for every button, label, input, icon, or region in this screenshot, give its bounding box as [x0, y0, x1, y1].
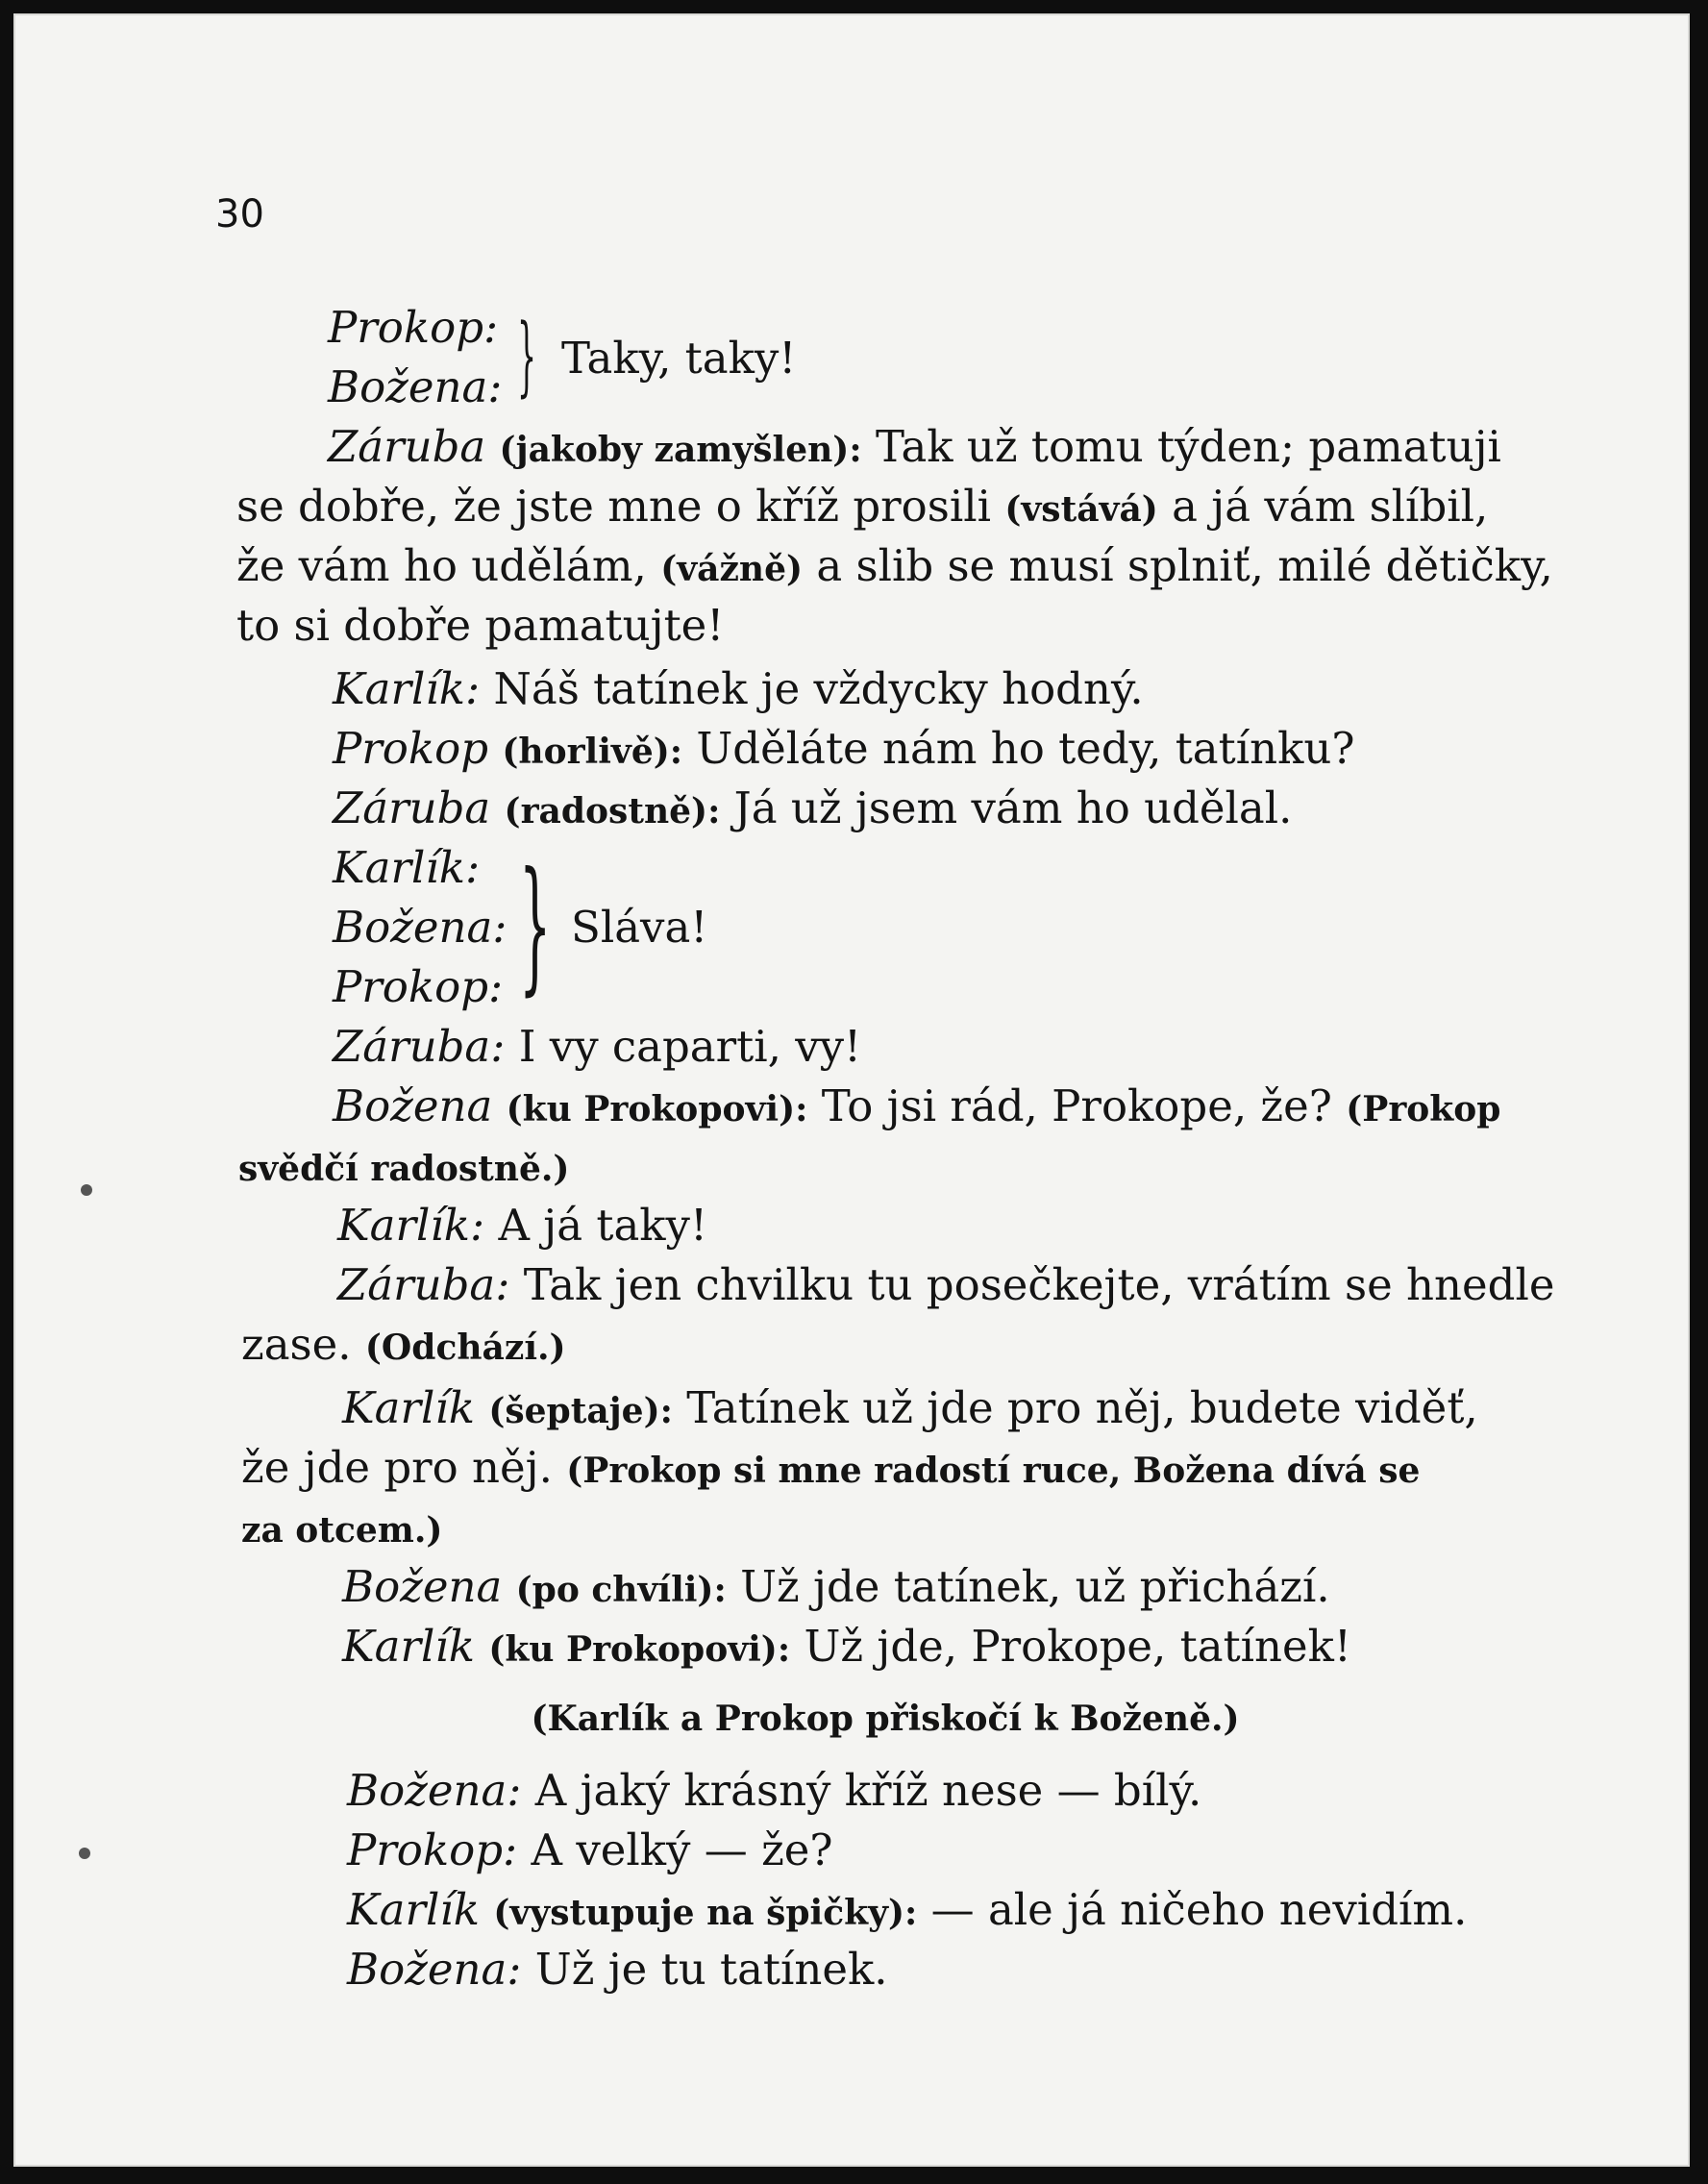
dialogue-line: Prokop (horlivě): Uděláte nám ho tedy, tatínku? — [333, 723, 1355, 774]
dialogue-line: že jde pro něj. (Prokop si mne radostí ruce, Božena dívá se — [241, 1442, 1421, 1493]
dialogue-line: za otcem.) — [241, 1510, 443, 1551]
dialogue-line: Božena: — [328, 361, 503, 412]
brace-text: Sláva! — [571, 902, 708, 953]
dialogue-line: Prokop: — [333, 961, 504, 1012]
book-page — [13, 13, 1690, 2167]
dialogue-line: že vám ho udělám, (vážně) a slib se musí splniť, milé dětičky, — [236, 540, 1553, 591]
brace-text: Taky, taky! — [561, 333, 797, 384]
dialogue-line: Božena (ku Prokopovi): To jsi rád, Prokope, že? (Prokop — [333, 1080, 1501, 1131]
dialogue-line: Božena: A jaký krásný kříž nese — bílý. — [347, 1765, 1202, 1816]
dialogue-line: Prokop: A velký — že? — [347, 1824, 833, 1875]
dialogue-line: svědčí radostně.) — [238, 1149, 570, 1189]
dialogue-line: Karlík: — [333, 842, 481, 893]
brace-icon: } — [517, 306, 537, 407]
dialogue-line: Záruba: Tak jen chvilku tu posečkejte, vrátím se hnedle — [337, 1259, 1555, 1310]
dialogue-line: Božena: Už je tu tatínek. — [347, 1944, 888, 1995]
dialogue-line: Prokop: — [328, 302, 499, 353]
scan-speck — [79, 1848, 90, 1859]
dialogue-line: Záruba (radostně): Já už jsem vám ho udělal. — [333, 782, 1293, 833]
dialogue-line: zase. (Odchází.) — [241, 1319, 566, 1370]
scan-speck — [81, 1184, 92, 1196]
brace-icon: } — [519, 842, 552, 1009]
page-number: 30 — [215, 192, 264, 236]
dialogue-line: Záruba: I vy caparti, vy! — [333, 1021, 862, 1072]
dialogue-line: Karlík: Náš tatínek je vždycky hodný. — [333, 663, 1144, 714]
dialogue-line: Karlík: A já taky! — [337, 1200, 708, 1251]
dialogue-line: Záruba (jakoby zamyšlen): Tak už tomu týden; pamatuji — [328, 421, 1501, 472]
dialogue-line: Karlík (šeptaje): Tatínek už jde pro něj, budete viděť, — [342, 1382, 1478, 1433]
dialogue-line: Karlík (ku Prokopovi): Už jde, Prokope, tatínek! — [342, 1621, 1352, 1672]
dialogue-line: Božena (po chvíli): Už jde tatínek, už přichází. — [342, 1561, 1330, 1612]
dialogue-line: to si dobře pamatujte! — [236, 600, 725, 651]
dialogue-line: se dobře, že jste mne o kříž prosili (vstává) a já vám slíbil, — [236, 481, 1489, 532]
dialogue-line: Božena: — [333, 902, 507, 953]
stage-direction: (Karlík a Prokop přiskočí k Boženě.) — [531, 1699, 1240, 1739]
dialogue-line: Karlík (vystupuje na špičky): — ale já ničeho nevidím. — [347, 1884, 1468, 1935]
